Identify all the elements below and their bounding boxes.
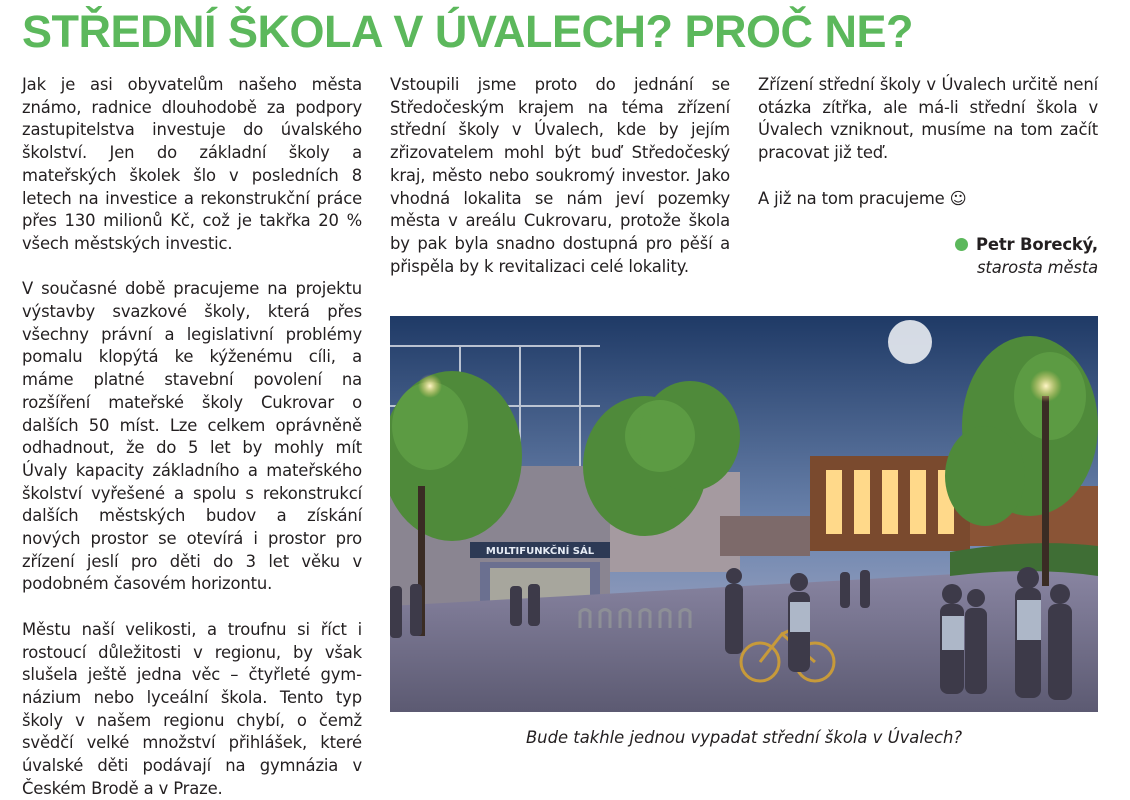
image-caption: Bude takhle jednou vypadat střední škola v Úvalech? bbox=[525, 728, 963, 747]
paragraph: Jak je asi obyvatelům našeho města známo, radnice dlouhodobě za podpory zastupitelstva investuje do úvalského školství. Jen do základní školy a mateřských školek šlo v posledních 8 letech na investice a rekonstrukční práce přes 130 milionů Kč, což je takřka 20 % všech městských investic. bbox=[22, 75, 362, 253]
bullet-dot-icon bbox=[955, 238, 968, 251]
column-3 bbox=[758, 74, 1098, 279]
column-2 bbox=[390, 74, 730, 278]
paragraph: Městu naší velikosti, a troufnu si říct i rostoucí důležitosti v regionu, by však slušela ještě jedna věc – čtyřleté gymnázium nebo lyceální škola. Tento typ školy v našem regionu chybí, o čemž svědčí velké množství přihlášek, které úvalské děti podávají na gymnázia v Českém Brodě a v Praze. bbox=[22, 619, 362, 798]
author-role: starosta města bbox=[977, 257, 1098, 277]
headline: STŘEDNÍ ŠKOLA V ÚVALECH? PROČ NE? bbox=[22, 6, 914, 57]
paragraph: V současné době pracujeme na projektu výstavby svazkové školy, která přes všechny právní a legislativní problémy pomalu klopýtá ke kýženému cíli, a máme platné stavební povolení na rozšíření mateřské školy Cukrovar o dalších 50 míst. Lze celkem oprávněně odhadnout, že do 5 let by mohly mít Úvaly kapacity základního a mateřského školství vyřešené a spolu s rekonstrukcí dalších městských budov a získání nových prostor se otevírá i prostor pro zřízení jeslí pro děti do 3 let věku v podobném časovém horizontu. bbox=[22, 279, 362, 594]
paragraph: Vstoupili jsme proto do jednání se Středočeským krajem na téma zřízení střední školy v Úvalech, kde by jejím zřizovatelem mohl být buď Středočeský kraj, město nebo soukromý investor. Jako vhodná lokalita se nám jeví pozemky města v areálu Cukrovaru, protože škola by pak byla snadno dostupná pro pěší a přispěla by k revitalizaci celé lokality. bbox=[390, 75, 730, 276]
paragraph: A již na tom pracujeme ☺ bbox=[758, 188, 967, 208]
signature bbox=[758, 233, 1098, 279]
school-visualization-image bbox=[390, 316, 1098, 712]
building-sign: MULTIFUNKČNÍ SÁL bbox=[485, 546, 595, 557]
author-name: Petr Borecký, bbox=[975, 234, 1098, 254]
paragraph: Zřízení střední školy v Úvalech určitě není otázka zítřka, ale má-li střední škola v Úvalech vzniknout, musíme na tom začít pracovat již teď. bbox=[758, 75, 1098, 163]
column-1 bbox=[22, 74, 362, 800]
